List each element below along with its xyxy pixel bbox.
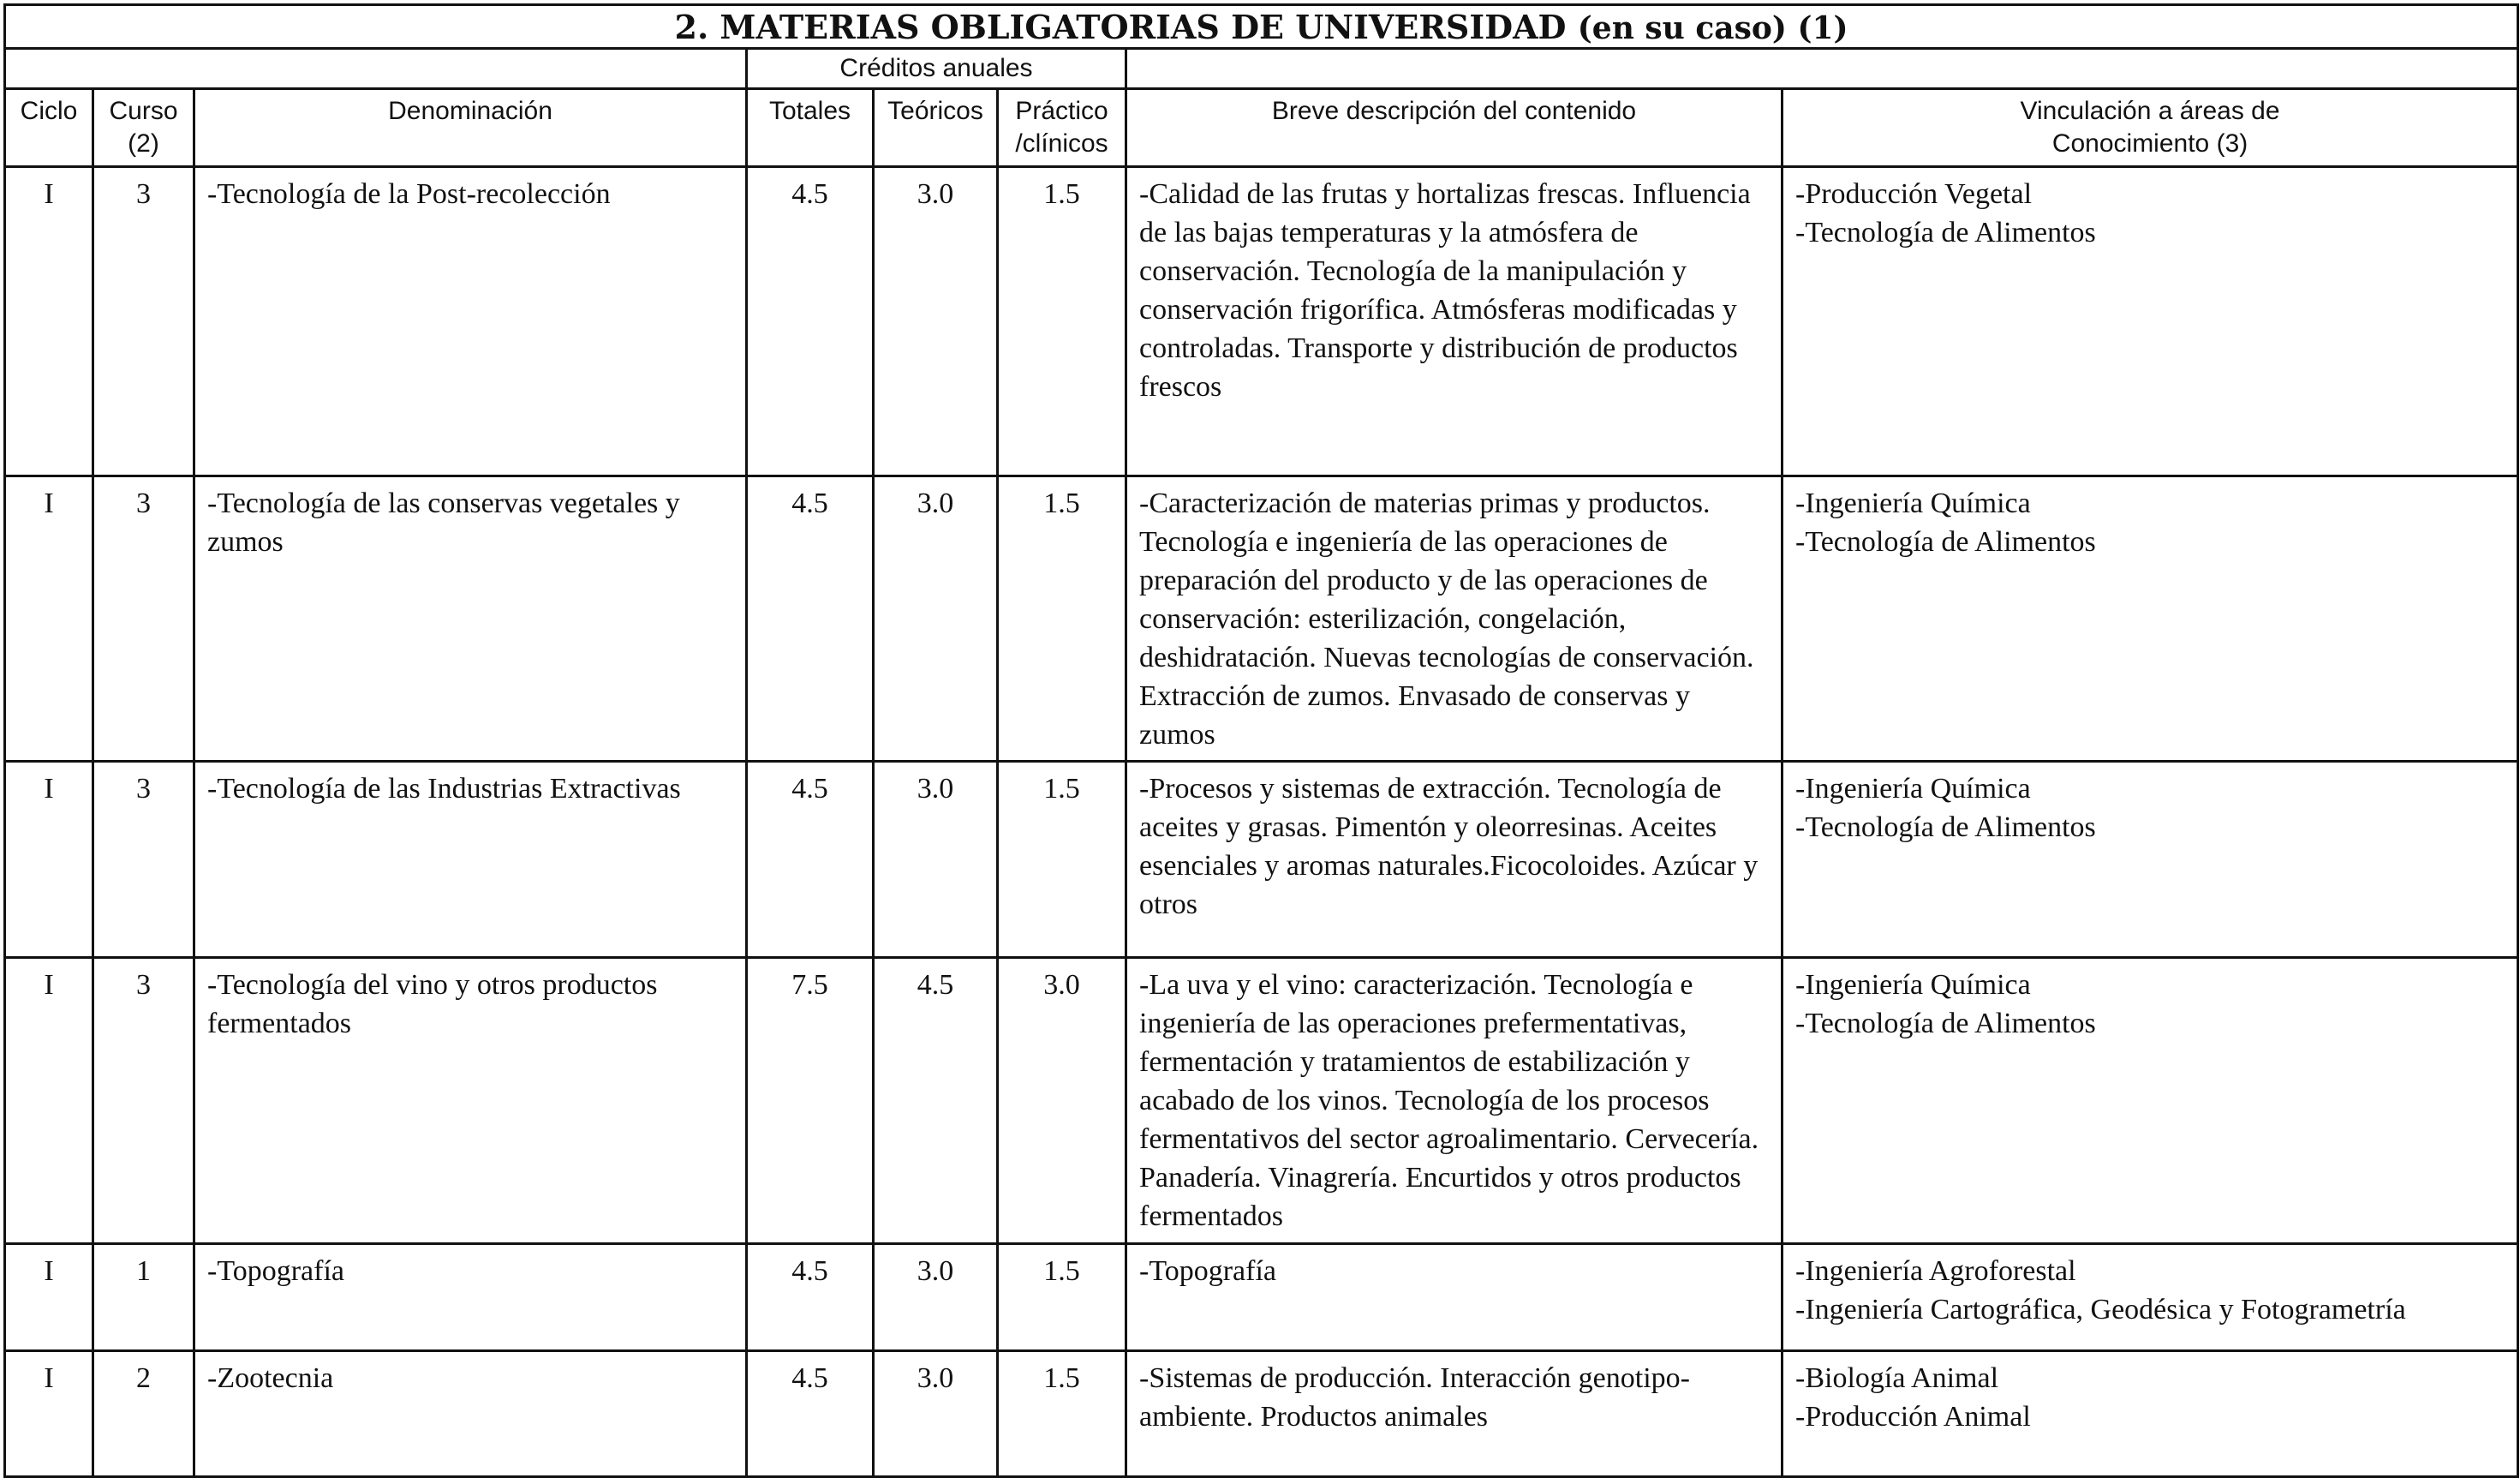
cell-practicos: 1.5	[998, 1244, 1126, 1351]
cell-curso: 3	[93, 762, 194, 958]
cell-totales: 4.5	[747, 1351, 874, 1477]
cell-totales: 4.5	[747, 762, 874, 958]
header-creditos-anuales: Créditos anuales	[747, 49, 1126, 89]
table-row	[5, 476, 2518, 762]
header-totales: Totales	[747, 89, 874, 167]
cell-practicos: 1.5	[998, 762, 1126, 958]
header-spacer-right	[1126, 49, 2518, 89]
cell-teoricos: 3.0	[874, 1351, 998, 1477]
cell-areas	[1783, 1351, 2518, 1477]
area-item: -Biología Animal	[1795, 1362, 1999, 1394]
header-curso-line1: Curso	[109, 97, 178, 125]
cell-totales: 4.5	[747, 476, 874, 762]
area-item: -Producción Vegetal	[1795, 178, 2033, 210]
materias-table	[3, 3, 2519, 1478]
cell-teoricos: 4.5	[874, 958, 998, 1244]
area-item: -Ingeniería Química	[1795, 969, 2031, 1001]
cell-areas	[1783, 1244, 2518, 1351]
cell-totales: 7.5	[747, 958, 874, 1244]
cell-descripcion: -Calidad de las frutas y hortalizas frescas. Influencia de las bajas temperaturas y la atmósfera de conservación. Tecnología de la manipulación y conservación frigorífica. Atmósferas modificadas y controladas. Transporte y distribución de productos frescos	[1126, 167, 1783, 476]
area-item: -Tecnología de Alimentos	[1795, 217, 2096, 248]
area-item: -Tecnología de Alimentos	[1795, 811, 2096, 843]
header-curso	[93, 89, 194, 167]
area-item: -Ingeniería Cartográfica, Geodésica y Fotogrametría	[1795, 1294, 2406, 1325]
header-vinculacion-line2: Conocimiento (3)	[2051, 129, 2248, 158]
area-item: -Tecnología de Alimentos	[1795, 526, 2096, 558]
cell-denominacion: -Tecnología de las conservas vegetales y zumos	[194, 476, 747, 762]
table-title	[5, 5, 2518, 49]
header-practicos-line1: Práctico	[1015, 97, 1108, 125]
table-row	[5, 958, 2518, 1244]
cell-curso: 3	[93, 167, 194, 476]
cell-ciclo: I	[5, 762, 93, 958]
header-vinculacion-line1: Vinculación a áreas de	[2020, 97, 2280, 125]
cell-practicos: 1.5	[998, 476, 1126, 762]
header-denominacion: Denominación	[194, 89, 747, 167]
cell-practicos: 3.0	[998, 958, 1126, 1244]
table-row	[5, 762, 2518, 958]
cell-areas	[1783, 476, 2518, 762]
area-item: -Producción Animal	[1795, 1401, 2031, 1433]
cell-teoricos: 3.0	[874, 167, 998, 476]
cell-denominacion: -Zootecnia	[194, 1351, 747, 1477]
area-item: -Ingeniería Agroforestal	[1795, 1255, 2076, 1287]
table-row	[5, 167, 2518, 476]
table-row	[5, 1244, 2518, 1351]
table-row	[5, 1351, 2518, 1477]
cell-descripcion: -Sistemas de producción. Interacción genotipo-ambiente. Productos animales	[1126, 1351, 1783, 1477]
header-practicos-line2: /clínicos	[1015, 129, 1108, 158]
area-item: -Ingeniería Química	[1795, 488, 2031, 519]
cell-denominacion: -Tecnología de la Post-recolección	[194, 167, 747, 476]
title-main: 2. MATERIAS OBLIGATORIAS DE UNIVERSIDAD	[674, 7, 1567, 46]
cell-areas	[1783, 958, 2518, 1244]
header-descripcion: Breve descripción del contenido	[1126, 89, 1783, 167]
header-spacer-left	[5, 49, 747, 89]
title-suffix: (en su caso) (1)	[1577, 9, 1848, 46]
cell-teoricos: 3.0	[874, 476, 998, 762]
cell-teoricos: 3.0	[874, 762, 998, 958]
header-ciclo: Ciclo	[5, 89, 93, 167]
header-teoricos: Teóricos	[874, 89, 998, 167]
header-curso-line2: (2)	[128, 129, 159, 158]
cell-totales: 4.5	[747, 1244, 874, 1351]
header-practicos	[998, 89, 1126, 167]
cell-ciclo: I	[5, 476, 93, 762]
area-item: -Ingeniería Química	[1795, 773, 2031, 805]
cell-curso: 3	[93, 476, 194, 762]
cell-areas	[1783, 167, 2518, 476]
cell-ciclo: I	[5, 1244, 93, 1351]
cell-ciclo: I	[5, 167, 93, 476]
cell-denominacion: -Tecnología de las Industrias Extractivas	[194, 762, 747, 958]
cell-ciclo: I	[5, 1351, 93, 1477]
cell-descripcion: -Procesos y sistemas de extracción. Tecnología de aceites y grasas. Pimentón y oleorresinas. Aceites esenciales y aromas naturales.Ficocoloides. Azúcar y otros	[1126, 762, 1783, 958]
cell-ciclo: I	[5, 958, 93, 1244]
header-vinculacion	[1783, 89, 2518, 167]
cell-descripcion: -La uva y el vino: caracterización. Tecnología e ingeniería de las operaciones prefermentativas, fermentación y tratamientos de estabilización y acabado de los vinos. Tecnología de los procesos fermentativos del sector agroalimentario. Cervecería. Panadería. Vinagrería. Encurtidos y otros productos fermentados	[1126, 958, 1783, 1244]
cell-curso: 2	[93, 1351, 194, 1477]
cell-practicos: 1.5	[998, 1351, 1126, 1477]
cell-totales: 4.5	[747, 167, 874, 476]
cell-teoricos: 3.0	[874, 1244, 998, 1351]
column-header-row	[5, 89, 2518, 167]
cell-areas	[1783, 762, 2518, 958]
cell-descripcion: -Caracterización de materias primas y productos. Tecnología e ingeniería de las operaciones de preparación del producto y de las operaciones de conservación: esterilización, congelación, deshidratación. Nuevas tecnologías de conservación. Extracción de zumos. Envasado de conservas y zumos	[1126, 476, 1783, 762]
cell-descripcion: -Topografía	[1126, 1244, 1783, 1351]
cell-denominacion: -Tecnología del vino y otros productos fermentados	[194, 958, 747, 1244]
cell-practicos: 1.5	[998, 167, 1126, 476]
cell-curso: 3	[93, 958, 194, 1244]
cell-denominacion: -Topografía	[194, 1244, 747, 1351]
cell-curso: 1	[93, 1244, 194, 1351]
area-item: -Tecnología de Alimentos	[1795, 1008, 2096, 1039]
